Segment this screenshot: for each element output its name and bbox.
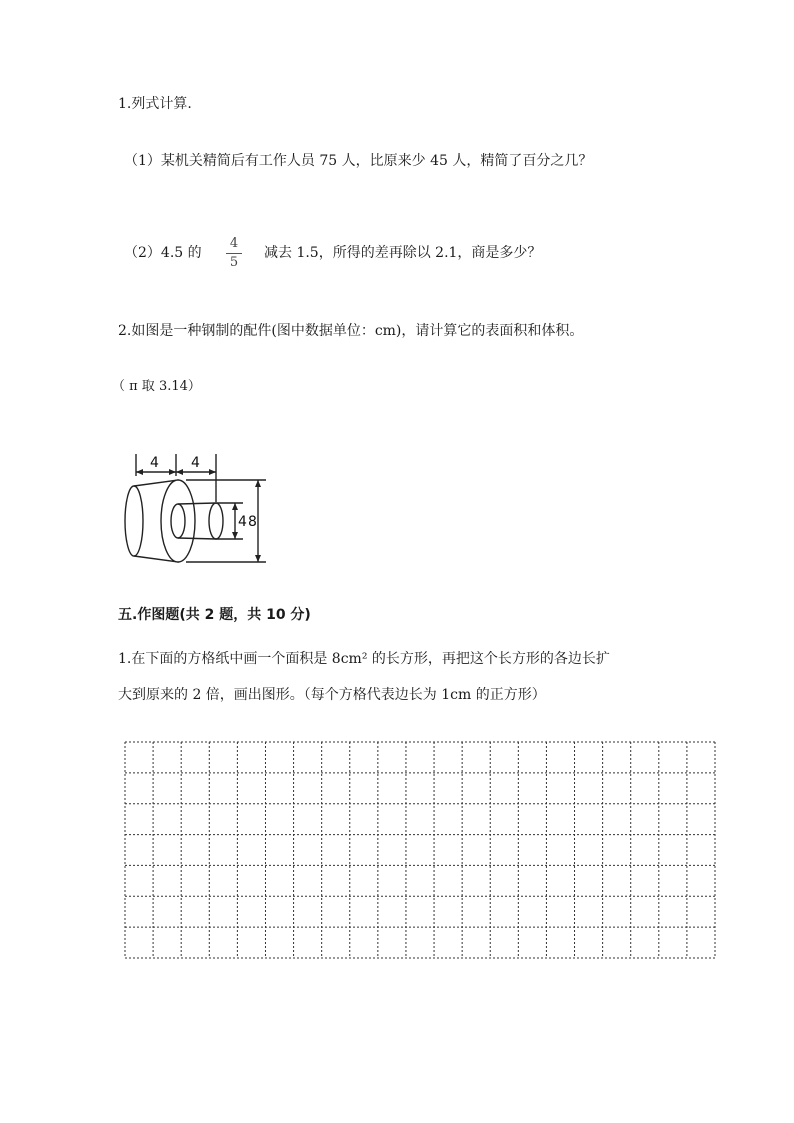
dim-label-outer-length: 4 [150, 455, 159, 471]
inner-cylinder-right-end [209, 503, 223, 539]
cylinder-part-figure [118, 452, 278, 564]
fraction-numerator: 4 [229, 236, 239, 251]
section5-q1-line2: 大到原来的 2 倍，画出图形。（每个方格代表边长为 1cm 的正方形） [118, 687, 546, 703]
square-grid-paper[interactable] [124, 741, 718, 961]
q1-heading: 1.列式计算. [118, 96, 192, 112]
fraction-denominator: 5 [229, 255, 239, 270]
arrowhead [209, 469, 216, 475]
arrowhead [255, 555, 261, 562]
arrowhead [232, 532, 238, 539]
dim-label-outer-diameter: 8 [248, 514, 257, 530]
arrowhead [255, 480, 261, 487]
dim-label-inner-length: 4 [191, 455, 200, 471]
fraction-bar [226, 253, 242, 254]
arrowhead [176, 469, 183, 475]
q1-part2-suffix: 减去 1.5，所得的差再除以 2.1，商是多少？ [264, 245, 542, 261]
arrowhead [169, 469, 176, 475]
dim-label-inner-diameter: 4 [238, 514, 247, 530]
outer-cylinder-left-end [125, 486, 143, 556]
q1-part2-prefix: （2）4.5 的 [124, 245, 202, 261]
section5-q1-line1: 1.在下面的方格纸中画一个面积是 8cm² 的长方形，再把这个长方形的各边长扩 [118, 651, 610, 667]
q2-text: 2.如图是一种钢制的配件(图中数据单位：cm)，请计算它的表面积和体积。 [118, 323, 584, 339]
arrowhead [232, 503, 238, 510]
q2-pi-note: （ π 取 3.14） [112, 379, 201, 394]
section5-heading: 五.作图题(共 2 题，共 10 分) [118, 607, 311, 623]
outer-cylinder-right-face [161, 480, 195, 562]
arrowhead [136, 469, 143, 475]
fraction [226, 237, 242, 269]
q1-part1: （1）某机关精简后有工作人员 75 人，比原来少 45 人，精简了百分之几？ [124, 153, 593, 169]
